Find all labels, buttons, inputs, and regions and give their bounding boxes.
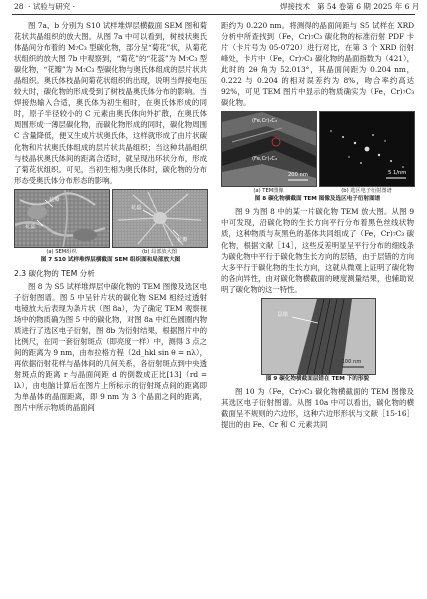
volume-info: 第 54 卷第 6 期 2025 年 6 月: [317, 2, 420, 11]
fig7b-subcaption: (b) 局部放大图: [142, 248, 177, 255]
fig7b-label-petal: 花瓣: [177, 236, 188, 243]
right-paragraph-1: 距约为 0.220 nm。将测得的晶面间距与 S5 试样在 XRD 分析中所查找到（Fe，Cr)₇C₃ 碳化物的标准衍射 PDF 卡片（卡片号为 05-0720）进行对比，在第 3 个 XRD 衍射峰处，卡片中（Fe，Cr)₇C₃ 碳化物的晶面指数为（421），此时的 2θ 角为 52.013°，其晶面间距为 0.204 nm，0.222 与 0.204 的相对误差约为 8%，吻合率约高达 92%，可见 TEM 图片中显示的物质确实为（Fe，Cr)₇C₃ 碳化物。: [221, 21, 414, 108]
left-paragraph-2: 图 8 为 S5 试样堆焊层中碳化物的 TEM 图像及选区电子衍射图谱。图 5 中呈针片状的碳化物 SEM 相经过透射电镜放大后表现为条片状（图 8a），为了确定 TEM 观察视场中的物质确为图 5 中的碳化物，对图 8a 中红色圆圈内物质进行了选区电子衍射，图 8b 为衍射结果，根据图片中的比例尺，在同一套衍射斑点（即亮度一样）中，测得 3 点之间的距离为 9 nm，由布拉格方程（2d_hkl sin θ = nλ），再依据衍射花样与晶体间的几何关系，各衍射斑点到中央透射斑点的距离 r 与晶面间距 d 的倒数成正比[13]（rd = lλ），由电脑计算后在图片上所标示的衍射斑点间的距离即为单晶体的晶面距离，即 9 nm 为 3 个晶面之间的距离，图片中所示物质的晶面间: [14, 281, 207, 413]
right-paragraph-2: 图 9 为图 8 中的某一片碳化物 TEM 放大图。从图 9 中可发现，沿碳化物的生长方向平行分布着黑色丝线状物质，这种物质与灰黑色的基体共同组成了（Fe，Cr)₇C₃ 碳化物，根据文献［14］，这些反差明显呈平行分布的细线条为碳化物中平行于碳化物生长方向的层错，由于层错的方向大多平行于碳化物的生长方向，这就从微观上证明了碳化物的各向异性，由对碳化物横截面的硬度测量结果，也辅助说明了碳化物的这一特性。: [221, 207, 414, 294]
fig8-caption: 图 8 碳化物横截面 TEM 图像及选区电子衍射图谱: [254, 196, 381, 203]
right-paragraph-3: 图 10 为（Fe，Cr)₇C₃ 碳化物横截面的 TEM 图像及其选区电子衍射图谱。从图 10a 中可以看出，碳化物的横截面呈不规则的六边形，这种六边形形状与文献［15-16］提出的由 Fe、Cr 和 C 元素共同: [221, 386, 414, 429]
fig8b-diffraction-pattern: [319, 111, 415, 187]
fig8a-label-bottom: (Fe,Cr)₇C₃: [252, 156, 278, 163]
fig9-caption: 图 9 碳化物横截面层错在 TEM 下的形貌: [265, 375, 370, 382]
right-column: [221, 20, 414, 430]
figure-8: [221, 111, 414, 204]
fig8b-scale-bar: 5 1/nm: [388, 170, 407, 177]
fig8b-subcaption: (b) 选区电子衍射图谱: [341, 188, 392, 195]
fig9-label-defect: 层错: [277, 311, 288, 318]
fig8a-label-top: (Fe,Cr)₇C₃: [252, 118, 278, 125]
fig7a-label-center: 花蕊: [25, 223, 36, 230]
figure-7: [14, 189, 207, 265]
fig7a-sem-image: [14, 189, 110, 248]
page-number: 28: [14, 2, 24, 11]
fig9-tem-stacking-faults: [261, 298, 376, 375]
journal-name: 焊接技术: [280, 2, 310, 11]
section-label: · 试验与研究 ·: [28, 2, 76, 11]
figure-9: [221, 298, 414, 384]
fig8a-scale-bar: 200 nm: [288, 172, 308, 179]
fig8a-tem-image: [221, 111, 317, 187]
section-heading-2-3: 2.3 碳化物的 TEM 分析: [14, 268, 95, 278]
fig9-scale-bar: 100 nm: [341, 358, 362, 365]
left-column: [14, 20, 207, 413]
header-rule: [12, 14, 415, 15]
page-header: [0, 0, 427, 14]
fig8a-subcaption: (a) TEM图像: [253, 188, 284, 195]
fig7b-label-center: 花蕊: [131, 204, 142, 211]
left-paragraph-1: 图 7a、b 分别为 S10 试样堆焊层横截面 SEM 图和菊花状共晶组织的放大图。从图 7a 中可以看到，树枝状奥氏体晶间分布着的 M₇C₃ 型碳化物，部分呈“菊花”状，从菊花状组织的放大图 7b 中观察到，“菊花”的“花蕊”为 M₇C₃ 型碳化物，“花瓣”为 M₇C₃ 型碳化物与奥氏体组成的层片状共晶组织。奥氏体枝晶间菊花状组织的出现，说明当焊接电压较大时，碳化物的形成受到了树枝晶奥氏体分布的影响。当焊接热输入合适，奥氏体为初生相时，在奥氏体形成的同时，原子半径较小的 C 元素由奥氏体向外扩散，在奥氏体周围形成一薄层碳化物，而碳化物形成的同时，碳化物周围 C 含量降低，便又生成片状奥氏体，这样就形成了由片状碳化物和片状奥氏体组成的层片状共晶组织；当这种共晶组织与枝晶状奥氏体间的距离合适时，就呈现出环状分布，形成了菊花状组织。可见，当初生相为奥氏体时，碳化物的分布形态受奥氏体分布形态的影响。: [14, 21, 207, 185]
fig7a-subcaption: (a) SEM组织: [46, 248, 77, 255]
fig7-caption: 图 7 S10 试样堆焊层横截面 SEM 组织图和局部放大图: [40, 256, 181, 263]
fig7a-label-petal: 花瓣: [49, 196, 60, 203]
fig7b-sem-zoom-image: [112, 189, 208, 248]
